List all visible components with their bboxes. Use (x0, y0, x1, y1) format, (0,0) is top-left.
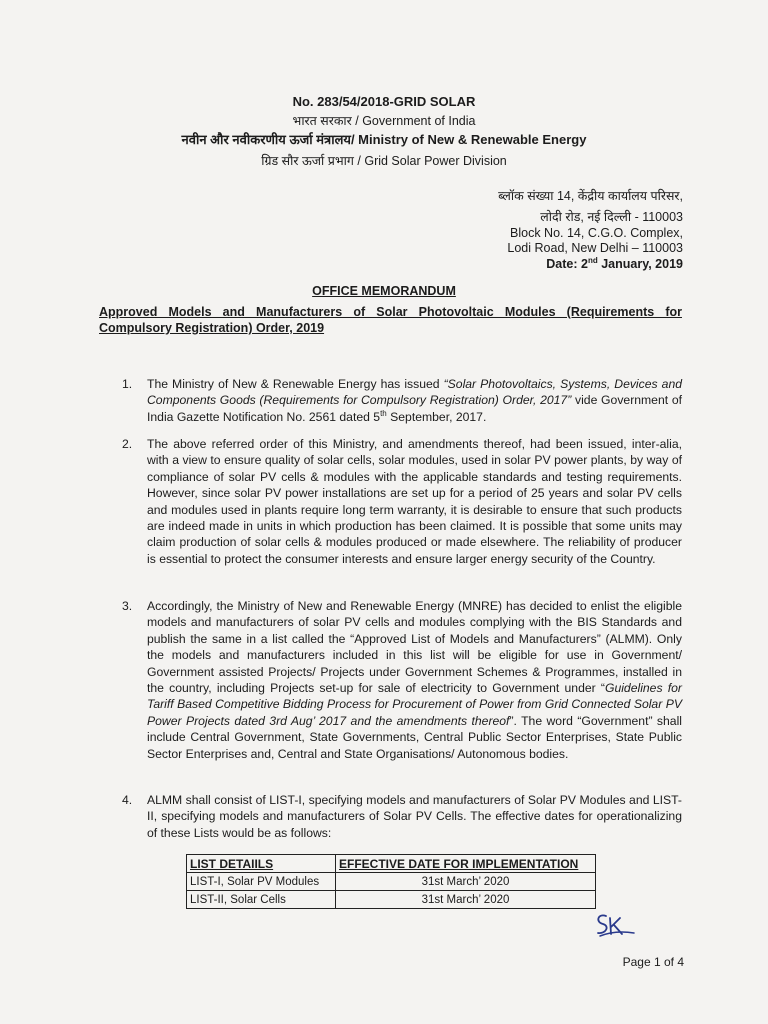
p1-order-title: “Solar Photovoltaics, Systems, Devices and Components Goods (Requirements for Compulsory Registration) Order, 2017” (147, 377, 682, 408)
table-cell: 31st March’ 2020 (336, 873, 596, 891)
paragraph-number: 3. (122, 599, 133, 613)
page-number: Page 1 of 4 (622, 955, 684, 969)
paragraph-1 (98, 376, 682, 425)
p3-text-c: ”. The word “Government” shall include Central Government, State Governments, Central Public Sector Enterprises, State Public Sector Enterprises and, Central and State Organisations/ Autonomous bodies. (147, 713, 682, 761)
paragraph-3 (98, 598, 682, 762)
address-line-1: Block No. 14, C.G.O. Complex, (510, 226, 683, 240)
ministry-line: नवीन और नवीकरणीय ऊर्जा मंत्रालय/ Ministry of New & Renewable Energy (181, 132, 587, 147)
signature-initials (592, 910, 636, 940)
paragraph-number: 4. (122, 793, 133, 807)
table-cell: LIST-II, Solar Cells (187, 891, 336, 909)
p1-ordinal: th (380, 408, 387, 418)
p1-text-d: September, 2017. (386, 409, 487, 424)
table-row (187, 891, 596, 909)
date-prefix: Date: 2 (546, 257, 588, 271)
p3-text-a: Accordingly, the Ministry of New and Renewable Energy (MNRE) has decided to enlist the eligible models and manufacturers of solar PV cells and modules complying with the BIS Standards and publish the same in a list called the “Approved List of Models and Manufacturers” (ALMM). Only the models and manufacturers included in this list will be eligible for use in Government/ Government assisted Projects/ Projects under Government Schemes & Programmes, installed in the country, including Projects set-up for sale of electricity to Government under “ (147, 599, 682, 696)
government-line: भारत सरकार / Government of India (292, 114, 476, 128)
address-hindi-line-1: ब्लॉक संख्या 14, केंद्रीय कार्यालय परिसर, (498, 189, 683, 203)
address-line-2: Lodi Road, New Delhi – 110003 (507, 241, 683, 255)
paragraph-text (147, 376, 682, 425)
p3-guidelines-title: Guidelines for Tariff Based Competitive Bidding Process for Procurement of Power from Grid Connected Solar PV Power Projects dated 3rd Aug’ 2017 and the amendments thereof (147, 681, 682, 728)
table-cell: 31st March’ 2020 (336, 891, 596, 909)
paragraph-4 (98, 792, 682, 841)
paragraph-number: 1. (122, 377, 133, 391)
table-header-cell: LIST DETAIILS (187, 855, 336, 873)
paragraph-number: 2. (122, 437, 133, 451)
table-row (187, 873, 596, 891)
p1-text-c: vide Government of India Gazette Notification No. 2561 dated 5 (147, 393, 682, 424)
division-line: ग्रिड सौर ऊर्जा प्रभाग / Grid Solar Power Division (261, 154, 507, 168)
table-header-row (187, 855, 596, 873)
address-hindi-line-2: लोदी रोड, नई दिल्ली - 110003 (540, 210, 683, 224)
p1-text-a: The Ministry of New & Renewable Energy has issued (147, 377, 444, 391)
memo-date (546, 256, 683, 273)
table-cell: LIST-I, Solar PV Modules (187, 873, 336, 891)
paragraph-text: The above referred order of this Ministry, and amendments thereof, had been issued, inter-alia, with a view to ensure quality of solar cells, solar modules, used in solar PV power plants, by way of compliance of solar PV cells & modules with the applicable standards and testing requirements. However, since solar PV power installations are set up for a period of 25 years and solar PV cells and modules used in plants require long term warranty, it is desirable to ensure that such products are indeed made in units in which production has been claimed. It is possible that some units may claim production of solar cells & modules produced or made elsewhere. The reliability of producer is essential to protect the consumer interests and ensure larger energy security of the Country. (147, 437, 682, 566)
paragraph-text: ALMM shall consist of LIST-I, specifying models and manufacturers of Solar PV Modules and LIST-II, specifying models and manufacturers of Solar PV Cells. The effective dates for operationalizing of these Lists would be as follows: (147, 793, 682, 840)
table-header-cell: EFFECTIVE DATE FOR IMPLEMENTATION (336, 855, 596, 873)
date-ordinal: nd (587, 255, 598, 265)
memo-subject: Approved Models and Manufacturers of Solar Photovoltaic Modules (Requirements for Compulsory Registration) Order, 2019 (99, 305, 682, 335)
effective-dates-table (186, 854, 596, 909)
paragraph-text (147, 598, 682, 762)
date-suffix: January, 2019 (597, 257, 683, 271)
paragraph-2 (98, 436, 682, 567)
memo-title: OFFICE MEMORANDUM (312, 284, 456, 298)
reference-number: No. 283/54/2018-GRID SOLAR (292, 94, 476, 109)
